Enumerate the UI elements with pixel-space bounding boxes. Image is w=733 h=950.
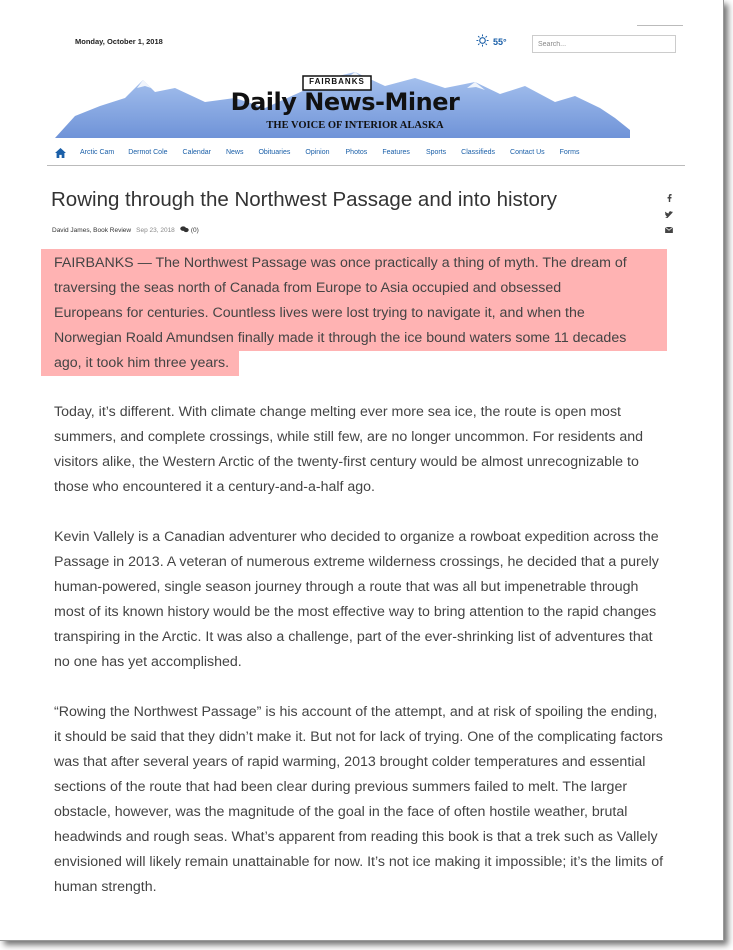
lead-highlight-block	[41, 249, 667, 351]
masthead-logo[interactable]	[55, 68, 630, 138]
logo-fairbanks: FAIRBANKS	[309, 77, 365, 86]
weather-temp: 55°	[493, 36, 507, 47]
facebook-icon[interactable]	[664, 193, 674, 203]
header-date: Monday, October 1, 2018	[75, 37, 163, 46]
weather-widget[interactable]	[476, 34, 507, 49]
article-paragraph: “Rowing the Northwest Passage” is his account of the attempt, and at risk of spoiling the ending, it should be said that they didn’t make it. But not for lack of trying. One of the complicating factors was that after several years of rapid warming, 2013 brought colder temperatures and essential sections of the route that had been clear during previous summers failed to melt. The larger obstacle, however, was the magnitude of the goal in the face of often hostile weather, brutal headwinds and rough seas. What’s apparent from reading this book is that a trek such as Vallely envisioned will likely remain unattainable for now. It’s not ice making it impossible; it’s the limits of human strength.	[54, 704, 664, 895]
lead-line: Norwegian Roald Amundsen finally made it through the ice bound waters some 11 decades	[54, 330, 627, 346]
lead-line: traversing the seas north of Canada from Europe to Asia occupied and obsessed	[54, 280, 562, 296]
lead-line-tail: ago, it took him three years.	[41, 351, 239, 376]
comments-link[interactable]	[180, 226, 199, 235]
logo-tagline: THE VOICE OF INTERIOR ALASKA	[266, 120, 444, 131]
article-date: Sep 23, 2018	[136, 227, 175, 234]
article-title: Rowing through the Northwest Passage and into history	[51, 188, 557, 211]
article-paragraph: Today, it’s different. With climate change melting ever more sea ice, the route is open most summers, and complete crossings, while still few, are no longer uncommon. For residents and visitors alike, the Western Arctic of the twenty-first century would be almost unrecognizable to those who encountered it a century-and-a-half ago.	[54, 404, 644, 495]
nav-item-sports[interactable]: Sports	[425, 149, 447, 156]
nav-item-news[interactable]: News	[225, 149, 244, 156]
main-nav	[47, 140, 685, 166]
nav-item-calendar[interactable]: Calendar	[182, 149, 211, 156]
nav-item-features[interactable]: Features	[382, 149, 410, 156]
logo-title: Daily News-Miner	[230, 88, 460, 116]
nav-item-obituaries[interactable]: Obituaries	[258, 149, 291, 156]
article-paragraph: Kevin Vallely is a Canadian adventurer who decided to organize a rowboat expedition across the Passage in 2013. A veteran of numerous extreme wilderness crossings, he decided that a purely human-powered, single season journey through a route that was all but impenetrable through most of its known history would be the most effective way to bring attention to the rapid changes transpiring in the Arctic. It was also a challenge, part of the ever-shrinking list of adventures that no one has yet accomplished.	[54, 529, 659, 670]
top-divider	[637, 25, 683, 26]
nav-item-photos[interactable]: Photos	[345, 149, 368, 156]
comment-icon	[180, 226, 189, 235]
twitter-icon[interactable]	[664, 209, 674, 219]
nav-item-classifieds[interactable]: Classifieds	[461, 149, 496, 156]
lead-line: Europeans for centuries. Countless lives were lost trying to navigate it, and when the	[54, 305, 585, 321]
lead-line: FAIRBANKS — The Northwest Passage was once practically a thing of myth. The dream of	[54, 255, 627, 271]
article-author[interactable]: David James, Book Review	[52, 227, 132, 234]
sun-icon	[476, 34, 489, 49]
nav-item-forms[interactable]: Forms	[559, 149, 580, 156]
nav-item-contact-us[interactable]: Contact Us	[510, 149, 545, 156]
home-icon[interactable]	[49, 148, 71, 158]
article-lead-highlighted	[41, 249, 667, 376]
comment-count: (0)	[190, 227, 199, 234]
share-bar	[664, 193, 674, 235]
nav-item-arctic-cam[interactable]: Arctic Cam	[80, 149, 115, 156]
article-body	[54, 400, 666, 925]
nav-item-opinion[interactable]: Opinion	[305, 149, 330, 156]
article-byline	[52, 226, 199, 235]
email-icon[interactable]	[664, 225, 674, 235]
nav-item-dermot-cole[interactable]: Dermot Cole	[128, 149, 168, 156]
search-input[interactable]	[532, 35, 676, 53]
